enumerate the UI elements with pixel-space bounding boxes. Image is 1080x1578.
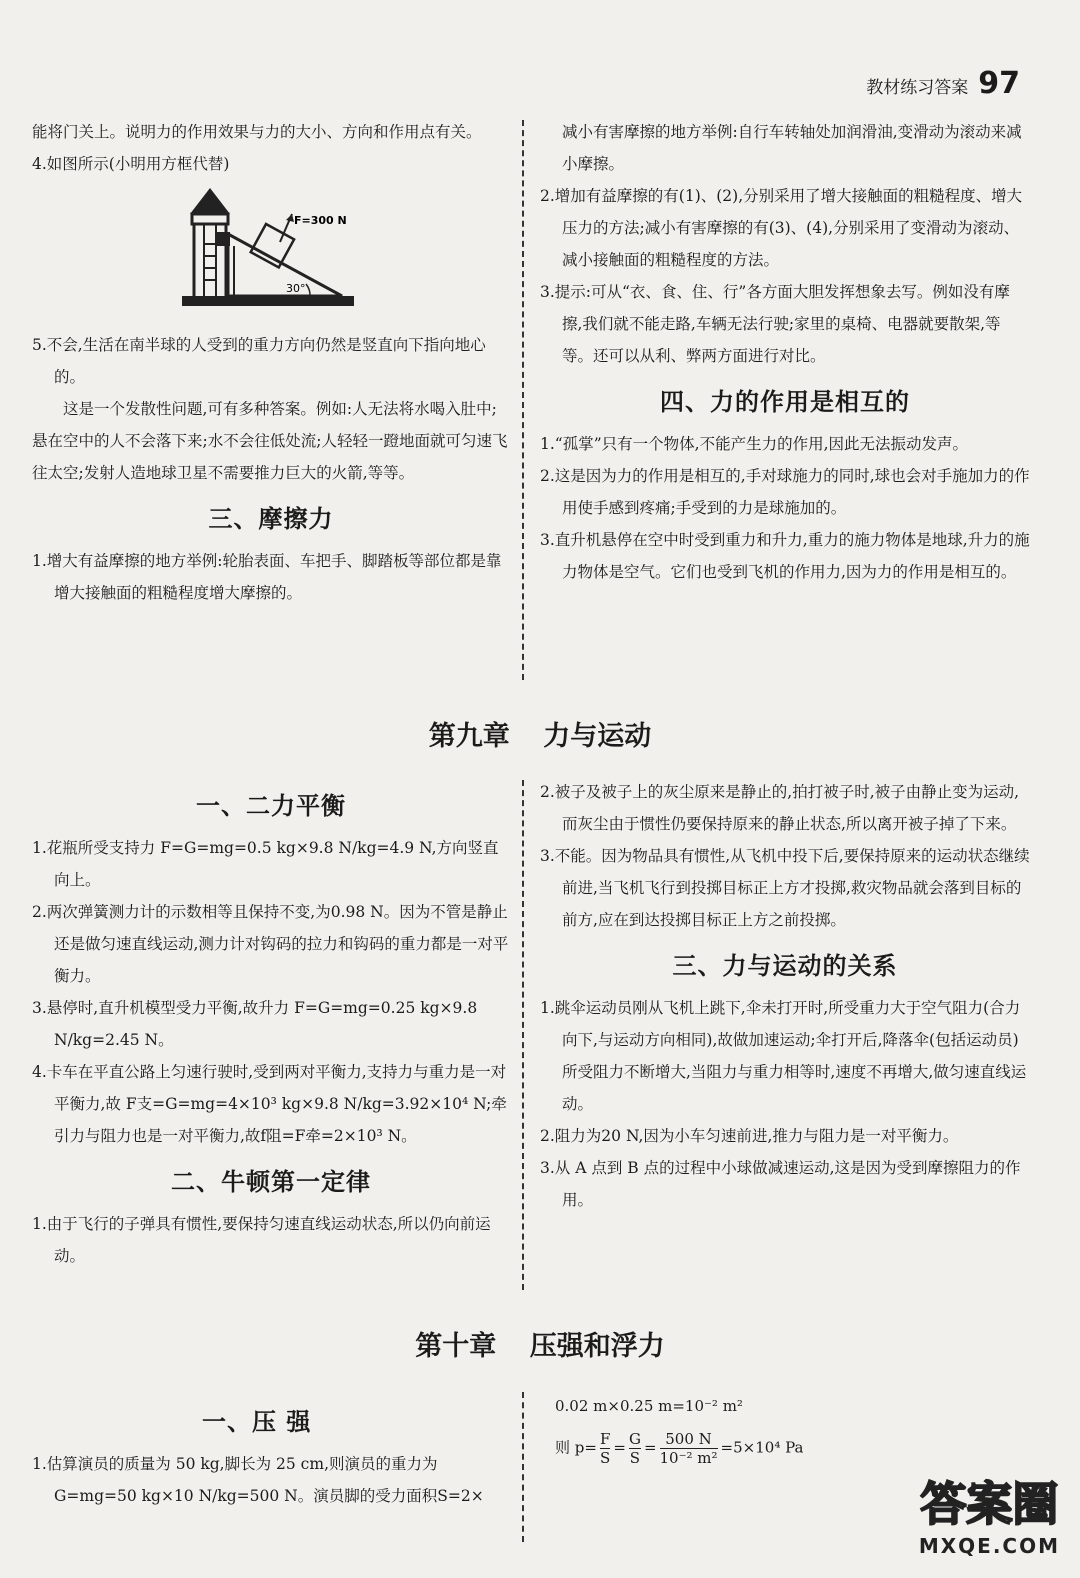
angle-label: 30° — [286, 282, 306, 295]
fraction-values: $\frac{500 N}{\text{10⁻² m²}}$ — [659, 1430, 718, 1467]
fraction-g-s: $\frac{G}{S}$ — [628, 1430, 641, 1467]
balance-answer-2: 2.两次弹簧测力计的示数相等且保持不变,为0.98 N。因为不管是静止还是做匀速直线运动,测力计对钩码的拉力和钩码的重力都是一对平衡力。 — [32, 903, 509, 985]
force-motion-answer-1: 1.跳伞运动员刚从飞机上跳下,伞未打开时,所受重力大于空气阻力(合力向下,与运动方向相同),故做加速运动;伞打开后,降落伞(包括运动员)所受阻力不断增大,当阻力与重力相等时,速度不再增大,做匀速直线运动。 — [540, 999, 1027, 1113]
newton-answer-3: 3.不能。因为物品具有惯性,从飞机中投下后,要保持原来的运动状态继续前进,当飞机飞行到投掷目标正上方才投掷,救灾物品就会落到目标的前方,应在到达投掷目标正上方之前投掷。 — [540, 847, 1030, 929]
pressure-result: =5×10⁴ Pa — [720, 1438, 804, 1457]
bottom-left-column — [32, 1392, 510, 1512]
top-left-column — [32, 116, 510, 609]
force-label: F=300 N — [294, 214, 347, 227]
answer-5: 5.不会,生活在南半球的人受到的重力方向仍然是竖直向下指向地心的。 — [32, 336, 486, 386]
section-title-mutual-force: 四、力的作用是相互的 — [660, 388, 910, 416]
chapter-10-title: 第十章 压强和浮力 — [415, 1331, 665, 1362]
force-motion-answer-3: 3.从 A 点到 B 点的过程中小球做减速运动,这是因为受到摩擦阻力的作用。 — [540, 1159, 1021, 1209]
watermark-logo: 答案圈 — [920, 1477, 1059, 1531]
pressure-answer-1: 1.估算演员的质量为 50 kg,脚长为 25 cm,则演员的重力为 G=mg=50 kg×10 N/kg=500 N。演员脚的受力面积S=2× — [32, 1455, 484, 1505]
section-title-friction: 三、摩擦力 — [208, 505, 334, 533]
site-watermark — [919, 1468, 1060, 1558]
answer-4: 4.如图所示(小明用方框代替) — [32, 155, 230, 173]
section-title-newton: 二、牛顿第一定律 — [171, 1168, 371, 1196]
top-right-column — [540, 116, 1030, 588]
playground-slide-diagram — [182, 184, 362, 314]
section-title-force-motion: 三、力与运动的关系 — [672, 952, 898, 980]
mutual-answer-3: 3.直升机悬停在空中时受到重力和升力,重力的施力物体是地球,升力的施力物体是空气。它们也受到飞机的作用力,因为力的作用是相互的。 — [540, 531, 1030, 581]
pressure-calc: 则 p= $\frac{F}{S}$ = $\frac{G}{S}$ = $\frac{500 N}{\text{10⁻² m²}}$ =5×10⁴ Pa — [555, 1430, 804, 1467]
balance-answer-1: 1.花瓶所受支持力 F=G=mg=0.5 kg×9.8 N/kg=4.9 N,方向竖直向上。 — [32, 839, 499, 889]
mutual-answer-1: 1.“孤掌”只有一个物体,不能产生力的作用,因此无法振动发声。 — [540, 435, 968, 453]
newton-answer-1: 1.由于飞行的子弹具有惯性,要保持匀速直线运动状态,所以仍向前运动。 — [32, 1215, 491, 1265]
newton-answer-2: 2.被子及被子上的灰尘原来是静止的,拍打被子时,被子由静止变为运动,而灰尘由于惯性仍要保持原来的静止状态,所以离开被子掉了下来。 — [540, 783, 1020, 833]
friction-answer-1-cont: 减小有害摩擦的地方举例:自行车转轴处加润滑油,变滑动为滚动来减小摩擦。 — [562, 123, 1022, 173]
mutual-answer-2: 2.这是因为力的作用是相互的,手对球施力的同时,球也会对手施加力的作用使手感到疼痛;手受到的力是球施加的。 — [540, 467, 1030, 517]
fraction-f-s: $\frac{F}{S}$ — [599, 1430, 611, 1467]
page-header — [866, 66, 1020, 101]
page-number: 97 — [978, 66, 1020, 101]
mid-right-column — [540, 776, 1030, 1216]
column-divider-2 — [522, 780, 524, 1290]
answer-5-extra: 这是一个发散性问题,可有多种答案。例如:人无法将水喝入肚中;悬在空中的人不会落下来;水不会往低处流;人轻轻一蹬地面就可匀速飞往太空;发射人造地球卫星不需要推力巨大的火箭,等等。 — [32, 400, 508, 482]
area-calc: 0.02 m×0.25 m=10⁻² m² — [555, 1397, 743, 1415]
slide-figure — [182, 184, 510, 325]
section-title-pressure: 一、压 强 — [202, 1408, 312, 1436]
force-motion-answer-2: 2.阻力为20 N,因为小车匀速前进,推力与阻力是一对平衡力。 — [540, 1127, 959, 1145]
pressure-prefix: 则 p= — [555, 1438, 597, 1457]
friction-answer-1: 1.增大有益摩擦的地方举例:轮胎表面、车把手、脚踏板等部位都是靠增大接触面的粗糙程度增大摩擦的。 — [32, 552, 502, 602]
balance-answer-3: 3.悬停时,直升机模型受力平衡,故升力 F=G=mg=0.25 kg×9.8 N/kg=2.45 N。 — [32, 999, 478, 1049]
friction-answer-2: 2.增加有益摩擦的有(1)、(2),分别采用了增大接触面的粗糙程度、增大压力的方法;减小有害摩擦的有(3)、(4),分别采用了变滑动为滚动、减小接触面的粗糙程度的方法。 — [540, 187, 1023, 269]
mid-left-column — [32, 776, 510, 1272]
watermark-url: MXQE.COM — [918, 1534, 1060, 1558]
column-divider-3 — [522, 1392, 524, 1542]
section-title-balance: 一、二力平衡 — [196, 792, 346, 820]
friction-answer-3: 3.提示:可从“衣、食、住、行”各方面大胆发挥想象去写。例如没有摩擦,我们就不能走路,车辆无法行驶;家里的桌椅、电器就要散架,等等。还可以从利、弊两方面进行对比。 — [540, 283, 1010, 365]
header-title: 教材练习答案 — [866, 78, 969, 98]
balance-answer-4: 4.卡车在平直公路上匀速行驶时,受到两对平衡力,支持力与重力是一对平衡力,故 F支=G=mg=4×10³ kg×9.8 N/kg=3.92×10⁴ N;牵引力与阻力也是一对平衡力,故f阻=F牵=2×10³ N。 — [32, 1063, 507, 1145]
column-divider — [522, 120, 524, 680]
chapter-9-title: 第九章 力与运动 — [428, 721, 652, 752]
answer-continued: 能将门关上。说明力的作用效果与力的大小、方向和作用点有关。 — [32, 123, 482, 141]
bottom-right-column — [555, 1390, 995, 1467]
